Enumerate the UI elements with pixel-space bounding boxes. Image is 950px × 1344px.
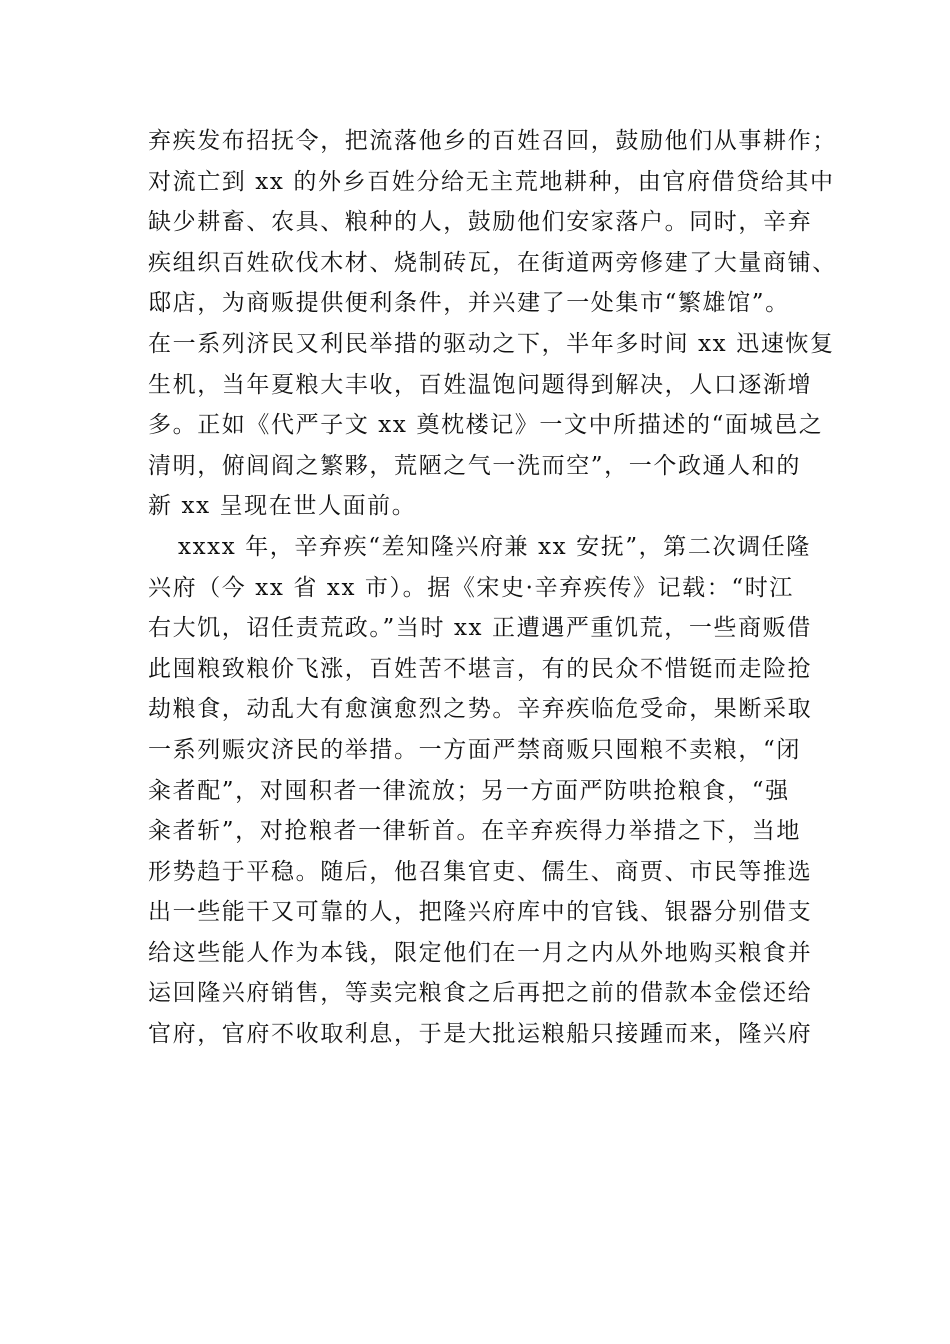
paragraph-2 bbox=[148, 527, 828, 1055]
text-line: 疾组织百姓砍伐木材、烧制砖瓦，在街道两旁修建了大量商铺、 bbox=[148, 249, 837, 276]
paragraph-1 bbox=[148, 121, 837, 527]
text-line: 缺少耕畜、农具、粮种的人，鼓励他们安家落户。同时，辛弃 bbox=[148, 209, 813, 236]
document-body bbox=[148, 121, 837, 1055]
text-line: 弃疾发布招抚令，把流落他乡的百姓召回，鼓励他们从事耕作； bbox=[148, 128, 837, 154]
text-line: 形势趋于平稳。随后，他召集官吏、儒生、商贾、市民等推选 bbox=[148, 858, 813, 885]
text-line: 右大饥，诏任责荒政。”当时 xx 正遭遇严重饥荒，一些商贩借 bbox=[148, 615, 812, 642]
text-line: 出一些能干又可靠的人，把隆兴府库中的官钱、银器分别借支 bbox=[148, 899, 813, 926]
text-line: 此囤粮致粮价飞涨，百姓苦不堪言，有的民众不惜铤而走险抢 bbox=[148, 655, 813, 682]
text-line: 劫粮食，动乱大有愈演愈烈之势。辛弃疾临危受命，果断采取 bbox=[148, 696, 813, 723]
text-line: 邸店，为商贩提供便利条件，并兴建了一处集市“繁雄馆”。 bbox=[148, 290, 790, 317]
text-line: 生机，当年夏粮大丰收，百姓温饱问题得到解决，人口逐渐增 bbox=[148, 371, 813, 398]
text-line: xxxx 年，辛弃疾“差知隆兴府兼 xx 安抚”，第二次调任隆 bbox=[178, 533, 811, 560]
text-line: 官府，官府不收取利息，于是大批运粮船只接踵而来，隆兴府 bbox=[148, 1021, 813, 1048]
text-line: 对流亡到 xx 的外乡百姓分给无主荒地耕种，由官府借贷给其中 bbox=[148, 168, 835, 195]
text-line: 多。正如《代严子文 xx 奠枕楼记》一文中所描述的“面城邑之 bbox=[148, 412, 824, 439]
text-line: 清明，俯闾阎之繁夥，荒陋之气一洗而空”，一个政通人和的 bbox=[148, 452, 801, 479]
text-line: 兴府（今 xx 省 xx 市）。据《宋史·辛弃疾传》记载：“时江 bbox=[148, 574, 794, 601]
text-line: 籴者配”，对囤积者一律流放；另一方面严防哄抢粮食，“强 bbox=[148, 777, 790, 804]
text-line: 新 xx 呈现在世人面前。 bbox=[148, 493, 417, 520]
text-line: 在一系列济民又利民举措的驱动之下，半年多时间 xx 迅速恢复 bbox=[148, 330, 835, 357]
text-line: 运回隆兴府销售，等卖完粮食之后再把之前的借款本金偿还给 bbox=[148, 980, 813, 1007]
text-line: 一系列赈灾济民的举措。一方面严禁商贩只囤粮不卖粮，“闭 bbox=[148, 736, 801, 763]
text-line: 给这些能人作为本钱，限定他们在一月之内从外地购买粮食并 bbox=[148, 939, 813, 966]
text-line: 籴者斩”，对抢粮者一律斩首。在辛弃疾得力举措之下，当地 bbox=[148, 818, 801, 845]
